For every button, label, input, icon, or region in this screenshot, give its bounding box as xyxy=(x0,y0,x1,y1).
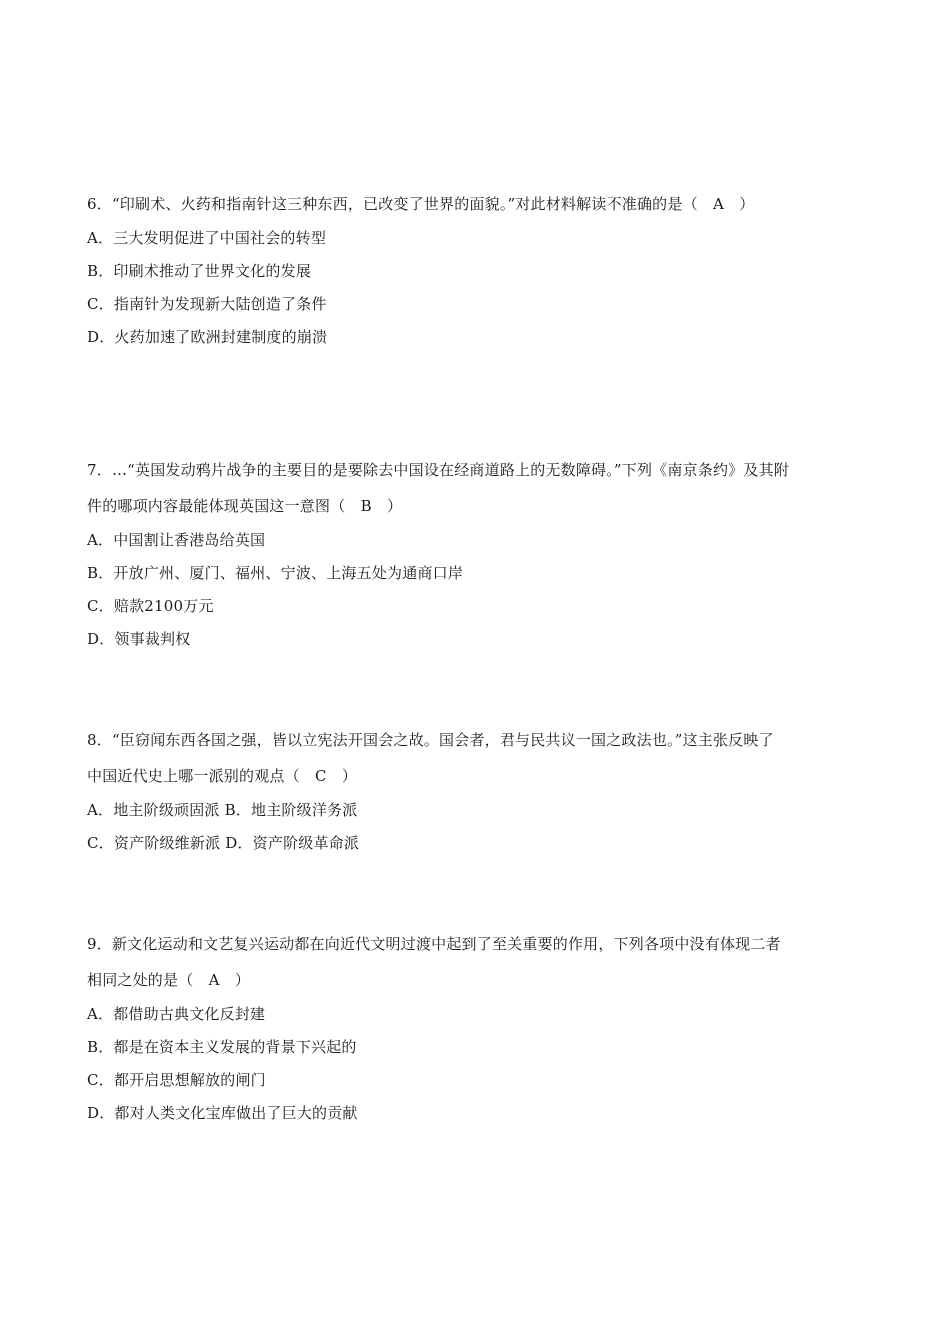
option-d: D．火药加速了欧洲封建制度的崩溃 xyxy=(87,328,328,346)
option-b: B．开放广州、厦门、福州、宁波、上海五处为通商口岸 xyxy=(87,564,464,582)
options-ab: A．地主阶级顽固派 B．地主阶级洋务派 xyxy=(87,801,358,819)
question-8 xyxy=(87,722,877,860)
option-d: D．领事裁判权 xyxy=(87,630,191,648)
option-c: C．指南针为发现新大陆创造了条件 xyxy=(87,295,327,313)
option-a: A．中国割让香港岛给英国 xyxy=(87,531,266,549)
question-stem: 8．“臣窃闻东西各国之强，皆以立宪法开国会之故。国会者，君与民共议一国之政法也。”这主张反映了 xyxy=(87,731,774,749)
option-c: C．赔款2100万元 xyxy=(87,597,214,615)
question-9 xyxy=(87,926,877,1130)
question-stem-continued: 相同之处的是（ A ） xyxy=(87,971,251,989)
option-b: B．都是在资本主义发展的背景下兴起的 xyxy=(87,1038,357,1056)
options-cd: C．资产阶级维新派 D．资产阶级革命派 xyxy=(87,834,360,852)
option-c: C．都开启思想解放的闸门 xyxy=(87,1071,266,1089)
question-stem-continued: 件的哪项内容最能体现英国这一意图（ B ） xyxy=(87,497,403,515)
question-stem-continued: 中国近代史上哪一派别的观点（ C ） xyxy=(87,767,358,785)
option-b: B．印刷术推动了世界文化的发展 xyxy=(87,262,312,280)
question-stem: 7．…“英国发动鸦片战争的主要目的是要除去中国设在经商道路上的无数障碍。”下列《南京条约》及其附 xyxy=(87,461,789,479)
option-a: A．三大发明促进了中国社会的转型 xyxy=(87,229,327,247)
option-d: D．都对人类文化宝库做出了巨大的贡献 xyxy=(87,1104,358,1122)
option-a: A．都借助古典文化反封建 xyxy=(87,1005,266,1023)
question-stem: 6．“印刷术、火药和指南针这三种东西，已改变了世界的面貌。”对此材料解读不准确的是（ A ） xyxy=(87,195,755,213)
question-stem: 9．新文化运动和文艺复兴运动都在向近代文明过渡中起到了至关重要的作用，下列各项中没有体现二者 xyxy=(87,935,781,953)
question-7 xyxy=(87,452,877,656)
question-6 xyxy=(87,186,877,354)
